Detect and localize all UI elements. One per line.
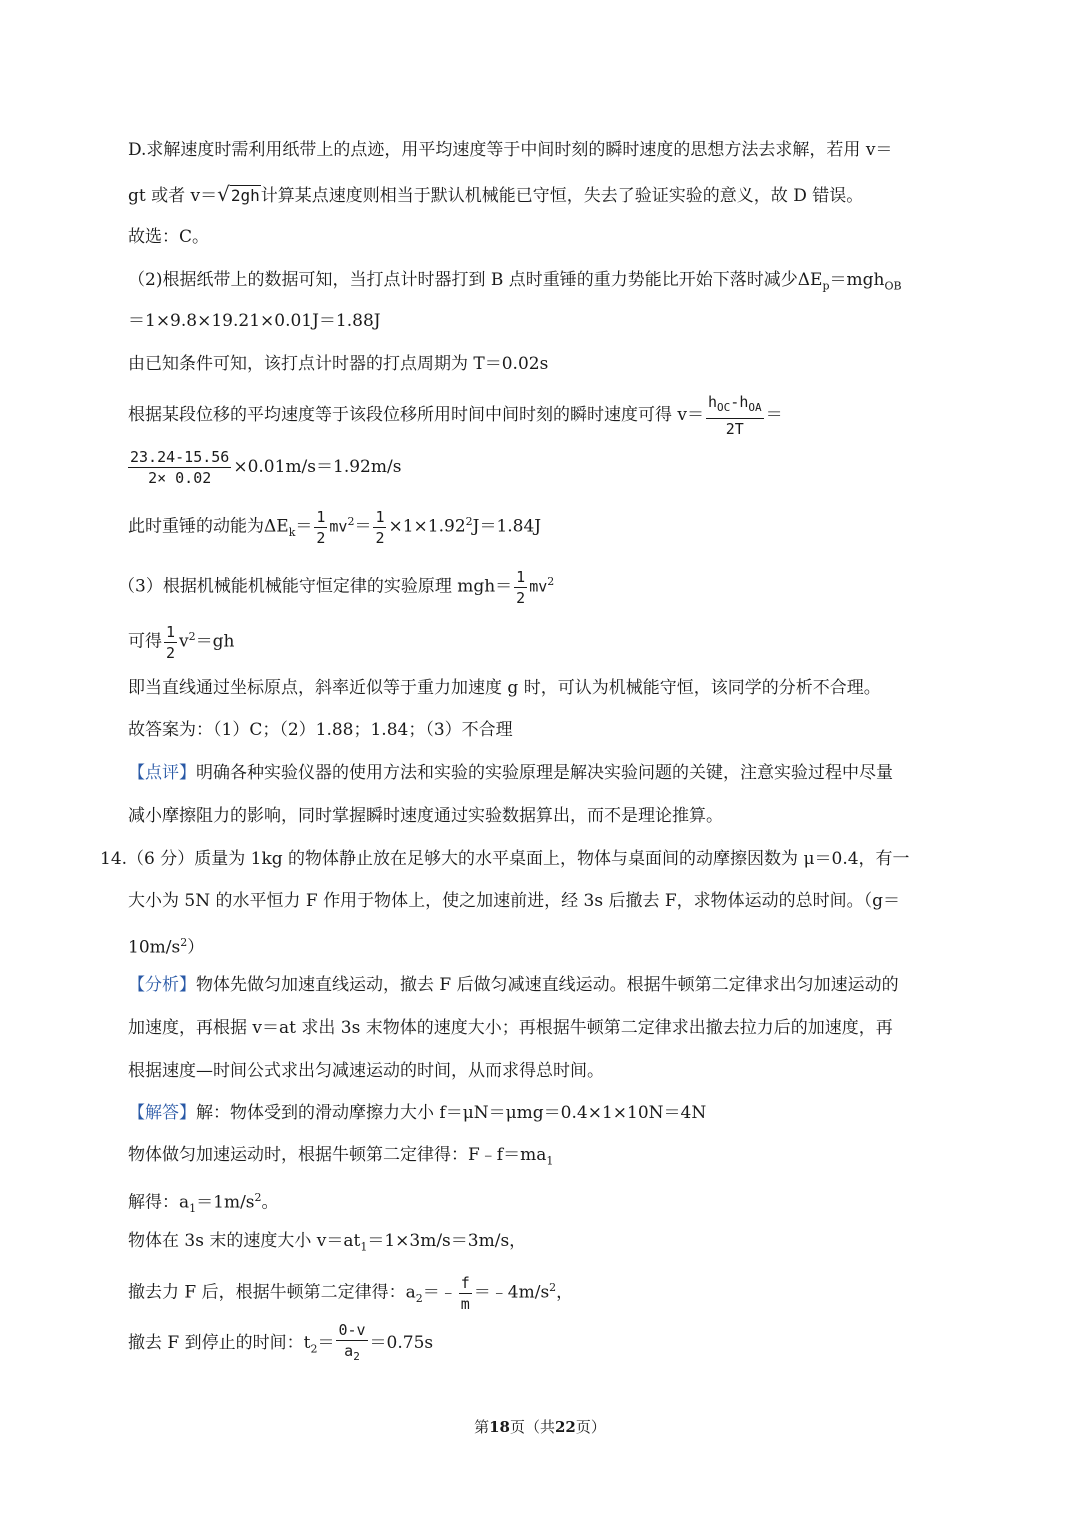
text-line: （2)根据纸带上的数据可知，当打点计时器打到 B 点时重锤的重力势能比开始下落时减少$\Delta E_p=mgh_{OB}$ bbox=[128, 270, 902, 293]
page-footer: 第18页（共22页） bbox=[474, 1418, 606, 1436]
fraction: $\frac{1}{2}$ bbox=[375, 507, 385, 547]
text-line: D.求解速度时需利用纸带上的点迹，用平均速度等于中间时刻的瞬时速度的思想方法去求解，若用 v＝ bbox=[128, 140, 893, 160]
fraction: $\frac{0-v}{a_2}$ bbox=[338, 1321, 366, 1363]
text-line: 加速度，再根据 v＝at 求出 3s 末物体的速度大小；再根据牛顿第二定律求出撤去拉力后的加速度，再 bbox=[128, 1018, 893, 1038]
question-text: $10m/s^2$） bbox=[128, 936, 205, 958]
text-line: 【解答】解：物体受到的滑动摩擦力大小 f＝μN＝μmg＝0.4×1×10N＝4N bbox=[128, 1103, 707, 1123]
fraction: $\frac{f}{m}$ bbox=[460, 1273, 470, 1313]
fraction: $\frac{1}{2}$ bbox=[516, 567, 526, 607]
text-line: 根据某段位移的平均速度等于该段位移所用时间中间时刻的瞬时速度可得 v＝ $\frac{h_{OC}-h_{OA}}{2T}$ ＝ bbox=[128, 393, 783, 438]
text-line: $\frac{23.24-15.56}{2\times 0.02}$ ×0.01m/s＝1.92m/s bbox=[130, 448, 402, 487]
text-line: 由已知条件可知，该打点计时器的打点周期为 T＝0.02s bbox=[128, 354, 549, 374]
text-line: 此时重锤的动能为$\Delta E_k=$ $\frac{1}{2}$ $mv^2=$ $\frac{1}{2}$ $\times 1\times 1.92^2J=1.84J$ bbox=[128, 507, 542, 547]
text-line: gt 或者 v＝√2gh计算某点速度则相当于默认机械能已守恒，失去了验证实验的意义，故 D 错误。 bbox=[128, 182, 864, 206]
question-text: 大小为 5N 的水平恒力 F 作用于物体上，使之加速前进，经 3s 后撤去 F，求物体运动的总时间。（g＝ bbox=[128, 891, 901, 911]
text-line: 物体在 3s 末的速度大小 $v=at_1=1\times 3m/s=3m/s$， bbox=[128, 1231, 527, 1254]
text-line: 解得：$a_1=1m/s^2$。 bbox=[128, 1191, 279, 1216]
text-line: 可得 $\frac{1}{2}$ $v^2=gh$ bbox=[128, 622, 235, 662]
text-line: （3）根据机械能机械能守恒定律的实验原理 mgh＝ $\frac{1}{2}$ $mv^2$ bbox=[118, 567, 555, 607]
sqrt-symbol: √ bbox=[217, 182, 230, 206]
review-tag: 【点评】 bbox=[128, 763, 196, 783]
fraction: $\frac{23.24-15.56}{2\times 0.02}$ bbox=[130, 448, 230, 487]
solution-tag: 【解答】 bbox=[128, 1103, 196, 1123]
text-line: 故答案为：（1）C；（2）1.88；1.84；（3）不合理 bbox=[128, 720, 513, 740]
text-line: 故选：C。 bbox=[128, 227, 210, 247]
fraction: $\frac{1}{2}$ bbox=[316, 507, 326, 547]
fraction: $\frac{1}{2}$ bbox=[166, 622, 176, 662]
question-text: 14.（6 分）质量为 1kg 的物体静止放在足够大的水平桌面上，物体与桌面间的动摩擦因数为 μ＝0.4，有一 bbox=[100, 849, 910, 869]
text-line: 撤去 F 到停止的时间：$t_2=$ $\frac{0-v}{a_2}$ ＝0.75s bbox=[128, 1318, 978, 1368]
text-line: ＝1×9.8×19.21×0.01J＝1.88J bbox=[128, 311, 381, 331]
fraction: $\frac{h_{OC}-h_{OA}}{2T}$ bbox=[708, 393, 762, 438]
page-total: 22 bbox=[555, 1418, 576, 1436]
text-line: 物体做匀加速运动时，根据牛顿第二定律得：$F﹣f=ma_1$ bbox=[128, 1145, 554, 1168]
text-line: 撤去力 F 后，根据牛顿第二定律得：$a_2=﹣$ $\frac{f}{m}$ $=﹣4m/s^2$， bbox=[128, 1273, 574, 1313]
text-line: 【点评】明确各种实验仪器的使用方法和实验的实验原理是解决实验问题的关键，注意实验过程中尽量 bbox=[128, 763, 893, 783]
text-line: 即当直线通过坐标原点，斜率近似等于重力加速度 g 时，可认为机械能守恒，该同学的分析不合理。 bbox=[128, 678, 881, 698]
page-number: 18 bbox=[489, 1418, 510, 1436]
analysis-tag: 【分析】 bbox=[128, 975, 196, 995]
text-line: 减小摩擦阻力的影响，同时掌握瞬时速度通过实验数据算出，而不是理论推算。 bbox=[128, 806, 723, 826]
text-line: 【分析】物体先做匀加速直线运动，撤去 F 后做匀减速直线运动。根据牛顿第二定律求出匀加速运动的 bbox=[128, 975, 899, 995]
text-line: 根据速度—时间公式求出匀减速运动的时间，从而求得总时间。 bbox=[128, 1061, 604, 1081]
